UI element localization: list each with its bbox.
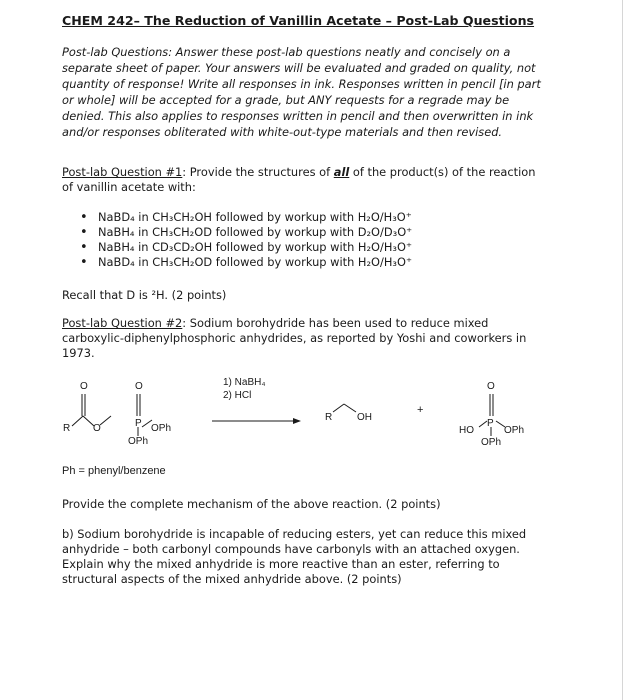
question-2-label: Post-lab Question #2: [62, 316, 183, 330]
reactant-bridging-o: O: [93, 423, 101, 434]
product-phosphoryl-o: O: [487, 381, 495, 392]
question-1-text-after: of the product(s) of the reaction of vanillin acetate with:: [62, 165, 536, 194]
reactant-r-group: R: [63, 423, 71, 434]
reactant-anhydride: [72, 394, 152, 436]
question-1-emphasis: all: [333, 165, 350, 179]
reagent-item: • NaBD₄ in CH₃CH₂OD followed by workup with H₂O/H₃O⁺: [80, 255, 412, 270]
product-r-group: R: [325, 412, 333, 423]
question-1-text-before: : Provide the structures of: [182, 165, 334, 179]
reactant-carbonyl-o: O: [80, 381, 88, 392]
part-b-question: b) Sodium borohydride is incapable of reducing esters, yet can reduce this mixed anhydride – both carbonyl compounds have carbonyls with an attached oxygen. Explain why the mixed anhydride is more reactive than an ester, referring to structural aspects of the mixed anhydride above. (2 points): [62, 527, 527, 586]
product-phosphorus: P: [487, 418, 494, 429]
product-oph-bottom: OPh: [481, 437, 502, 448]
instructions-paragraph: Post-lab Questions: Answer these post-lab questions neatly and concisely on a separate sheet of paper. Your answers will be evaluated and graded on quality, not quantity of response! Write all responses in ink. Responses written in pencil [in part or whole] will be accepted for a grade, but ANY requests for a regrade may be denied. This also applies to responses written in pencil and then overwritten in ink and/or responses obliterated with white-out-type materials and then revised.: [62, 45, 541, 139]
reagent-step-1: 1) NaBH₄: [223, 377, 266, 388]
reagent-item: • NaBH₄ in CH₃CH₂OD followed by workup with D₂O/D₃O⁺: [80, 225, 412, 240]
reactant-oph-right: OPh: [151, 423, 172, 434]
product-alcohol: [333, 404, 356, 412]
plus-sign: +: [417, 404, 424, 416]
product-oph-right: OPh: [504, 425, 525, 436]
reactant-phosphoryl-o: O: [135, 381, 143, 392]
reaction-arrow: [212, 418, 301, 424]
question-2: [62, 316, 552, 361]
product-diphenyl-phosphate: [479, 394, 505, 436]
recall-note: Recall that D is ²H. (2 points): [62, 288, 227, 302]
reagent-item: • NaBD₄ in CH₃CH₂OH followed by workup with H₂O/H₃O⁺: [80, 210, 412, 225]
page-edge: [622, 0, 623, 700]
product-hydroxyl: OH: [357, 412, 372, 423]
reagent-step-2: 2) HCl: [223, 390, 252, 401]
product-ho: HO: [459, 425, 474, 436]
reagent-item: • NaBH₄ in CD₃CD₂OH followed by workup with H₂O/H₃O⁺: [80, 240, 412, 255]
question-1-label: Post-lab Question #1: [62, 165, 183, 179]
reactant-phosphorus: P: [135, 418, 142, 429]
question-2-text: : Sodium borohydride has been used to reduce mixed carboxylic-diphenylphosphoric anhydrides, as reported by Yoshi and coworkers in 1973.: [62, 316, 527, 360]
reactant-oph-bottom: OPh: [128, 436, 149, 447]
page-title: CHEM 242– The Reduction of Vanillin Acetate – Post-Lab Questions: [62, 13, 535, 28]
phenyl-definition: Ph = phenyl/benzene: [62, 465, 166, 477]
reaction-scheme: [55, 370, 555, 455]
question-1: [62, 165, 542, 195]
reagent-list: [80, 210, 412, 270]
mechanism-question: Provide the complete mechanism of the above reaction. (2 points): [62, 497, 441, 511]
